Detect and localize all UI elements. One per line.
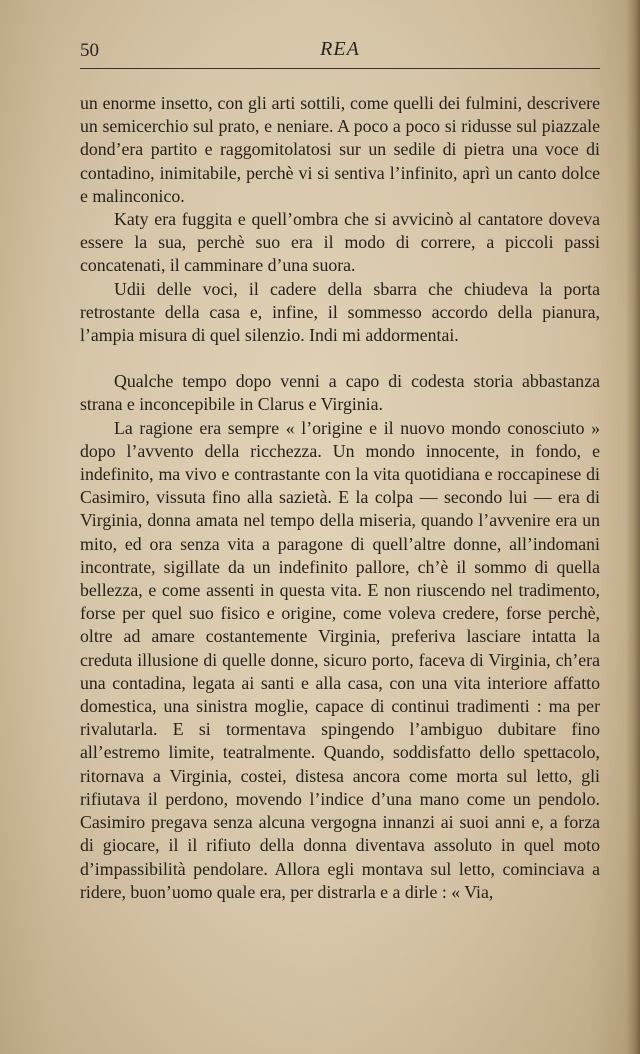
paragraph: Qualche tempo dopo venni a capo di codesta storia abbastanza strana e inconcepibile in Clarus e Virginia. <box>80 371 600 415</box>
running-header <box>80 38 600 64</box>
paragraph: Udii delle voci, il cadere della sbarra che chiudeva la porta retrostante della casa e, infine, il sommesso accordo della pianura, l’ampia misura di quel silenzio. Indi mi addormentai. <box>80 278 600 346</box>
running-title: REA <box>320 38 360 60</box>
body-text <box>80 92 600 904</box>
paragraph: un enorme insetto, con gli arti sottili, come quelli dei fulmini, descrivere un semicerchio sul prato, e neniare. A poco a poco si ridusse sul piazzale dond’era partito e raggomitolatosi sur un sedile di pietra una voce di contadino, inimitabile, perchè vi si sentiva l’infinito, aprì un canto dolce e malinconico. <box>80 93 600 206</box>
section-break <box>80 347 600 370</box>
page-edge-shadow <box>626 0 640 1054</box>
paragraph: Katy era fuggita e quell’ombra che si avvicinò al cantatore doveva essere la sua, perchè suo era il modo di correre, a piccoli passi concatenati, il camminare d’una suora. <box>80 209 600 276</box>
paragraph: La ragione era sempre « l’origine e il nuovo mondo conosciuto » dopo l’avvento della ricchezza. Un mondo innocente, in fondo, e indefinito, ma vivo e contrastante con la vita quotidiana e roccapinese di Casimiro, vissuta fino alla sazietà. E la colpa — secondo lui — era di Virginia, donna amata nel tempo della miseria, quando l’avvenire era un mito, ed ora senza vita a paragone di quell’altre donne, all’indomani incontrate, sigillate da un indefinito pallore, ch’è il sommo di quella bellezza, e come assenti in questa vita. E non riuscendo nel tradimento, forse per quel suo fisico e origine, come voleva credere, forse perchè, oltre ad amare costantemente Virginia, preferiva lasciare intatta la creduta illusione di quelle donne, sicuro porto, faceva di Virginia, ch’era una contadina, legata ai santi e alla casa, con una vita interiore affatto domestica, una sinistra moglie, capace di continui tradimenti : ma per rivalutarla. E si tormentava spingendo l’ambiguo dubitare fino all’estremo limite, teatralmente. Quando, soddisfatto dello spettacolo, ritornava a Virginia, costei, distesa ancora come morta sul letto, gli rifiutava il perdono, movendo l’indice d’una mano come un pendolo. Casimiro pregava senza alcuna vergogna innanzi ai suoi anni e, a forza di giocare, il il rifiuto della donna diventava assoluto in quel moto d’impassibilità pendolare. Allora egli montava sul letto, cominciava a ridere, buon’uomo quale era, per distrarla e a dirle : « Via, <box>80 417 600 902</box>
header-rule <box>80 68 600 69</box>
page-number: 50 <box>80 40 99 61</box>
